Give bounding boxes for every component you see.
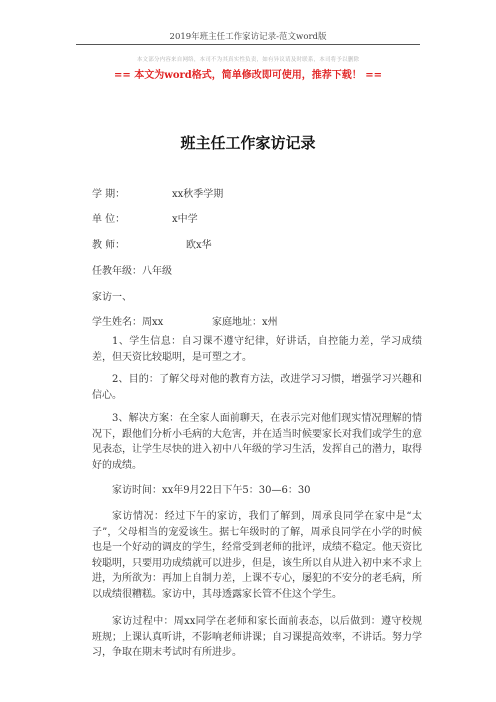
student-line: [92, 313, 278, 328]
semester-label: 学 期：: [92, 189, 126, 200]
visit-heading: 家访一、: [92, 292, 132, 303]
teacher-value: 欧x华: [186, 240, 212, 251]
format-notice: == 本文为word格式，简单修改即可使用，推荐下载！ ==: [113, 70, 383, 81]
student-name: 学生姓名：周xx: [92, 317, 164, 328]
visit-process: 家访过程中：周xx同学在老师和家长面前表态，以后做到：遵守校规班规；上课认真听讲，不影响老师讲课；自习课提高效率，不讲话。努力学习，争取在期末考试时有所进步。: [92, 616, 422, 658]
visit-time: 家访时间：xx年9月22日下午5：30—6：30: [112, 485, 311, 496]
visit-situation: 家访情况：经过下午的家访，我们了解到，周承良同学在家中是“太子”，父母相当的宠爱该生。据七年级时的了解，周承良同学在小学的时候也是一个好动的调皮的学生，经常受到老师的批评，成绩不稳定。他天资比较聪明，只要用功成绩就可以进步，但是，该生所以自从进入初中来不求上进，为所欲为：再加上自制力差，上课不专心，屡犯的不安分的老毛病，所以成绩很糟糕。家访中，其母透露家长管不住这个学生。: [92, 511, 422, 600]
semester-line: [92, 185, 223, 200]
home-address: 家庭地址：x州: [212, 317, 278, 328]
teacher-label: 教 师：: [92, 240, 126, 251]
semester-value: xx秋季学期: [172, 189, 224, 200]
unit-line: [92, 210, 198, 225]
item-purpose: 2、目的：了解父母对他的教育方法，改进学习习惯，增强学习兴趣和信心。: [92, 374, 422, 401]
grade-line: 任教年级：八年级: [92, 266, 172, 277]
page-header-title: 2019年班主任工作家访记录-范文word版: [169, 32, 327, 42]
disclaimer-text: 本文部分内容来自网络，本司不为其真实性负责，如有异议请及时联系，本司将予以删除: [136, 57, 360, 63]
item-solution: 3、解决方案：在全家人面前聊天，在表示完对他们现实情况理解的情况下，跟他们分析小毛病的大危害，并在适当时候要家长对我们或学生的意见表态，让学生尽快的进入初中八年级的学习生活，发挥自己的潜力，取得好的成绩。: [92, 413, 422, 471]
item-student-info: 1、学生信息：自习课不遵守纪律，好讲话，自控能力差，学习成绩差，但天资比较聪明，是可塑之才。: [92, 336, 422, 363]
document-title: 班主任工作家访记录: [180, 134, 316, 152]
unit-label: 单 位：: [92, 214, 126, 225]
teacher-line: [92, 236, 212, 251]
header-divider: [76, 44, 420, 45]
unit-value: x中学: [172, 214, 198, 225]
